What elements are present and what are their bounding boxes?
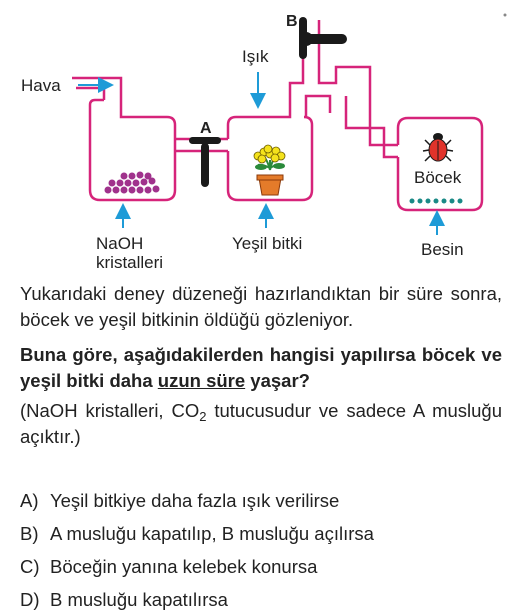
prompt-before: Buna göre, aşağıdakilerden hangisi yapılırsa böcek ve yeşil bitki daha: [20, 344, 502, 391]
valve-b-label: B: [286, 13, 298, 30]
question-note: [20, 398, 502, 450]
note-before: (NaOH kristalleri, CO: [20, 400, 200, 421]
option-d[interactable]: [20, 588, 228, 612]
hava-label: Hava: [21, 76, 61, 95]
corner-dot: [504, 14, 507, 17]
option-a[interactable]: [20, 489, 339, 513]
option-text: A musluğu kapatılıp, B musluğu açılırsa: [50, 523, 374, 544]
besin-label: Besin: [421, 240, 464, 259]
question-prompt: [20, 342, 502, 394]
option-letter: D): [20, 589, 40, 610]
naoh-label-line1: NaOH: [96, 234, 144, 253]
yesil-bitki-label: Yeşil bitki: [232, 234, 303, 253]
option-text: Yeşil bitkiye daha fazla ışık verilirse: [50, 490, 340, 511]
insect-jar: [398, 118, 482, 210]
option-letter: C): [20, 556, 40, 577]
prompt-after: yaşar?: [245, 370, 310, 391]
option-text: Böceğin yanına kelebek konursa: [50, 556, 318, 577]
note-after: tutucusudur ve sadece A musluğu açıktır.): [20, 400, 502, 447]
valve-b[interactable]: [299, 17, 347, 59]
isik-label: Işık: [242, 47, 269, 66]
note-subscript: 2: [199, 409, 207, 424]
option-text: B musluğu kapatılırsa: [50, 589, 228, 610]
naoh-crystals: [105, 172, 160, 194]
air-inlet-pipe: [72, 78, 121, 100]
beetle-illustration: [423, 133, 453, 161]
naoh-label-line2: kristalleri: [96, 253, 164, 272]
option-c[interactable]: [20, 555, 317, 579]
bocek-label: Böcek: [414, 168, 462, 187]
valve-a[interactable]: [189, 137, 221, 187]
valve-a-label: A: [200, 120, 212, 137]
experiment-diagram: [0, 0, 507, 280]
naoh-jar: [90, 100, 175, 200]
food-dots: [410, 199, 463, 204]
question-intro: Yukarıdaki deney düzeneği hazırlandıktan bir süre sonra, böcek ve yeşil bitkinin öldüğü gözleniyor.: [20, 283, 502, 330]
option-b[interactable]: [20, 522, 374, 546]
plant-illustration: [254, 145, 285, 195]
option-letter: A): [20, 490, 39, 511]
option-letter: B): [20, 523, 39, 544]
prompt-underlined: uzun süre: [157, 370, 246, 391]
